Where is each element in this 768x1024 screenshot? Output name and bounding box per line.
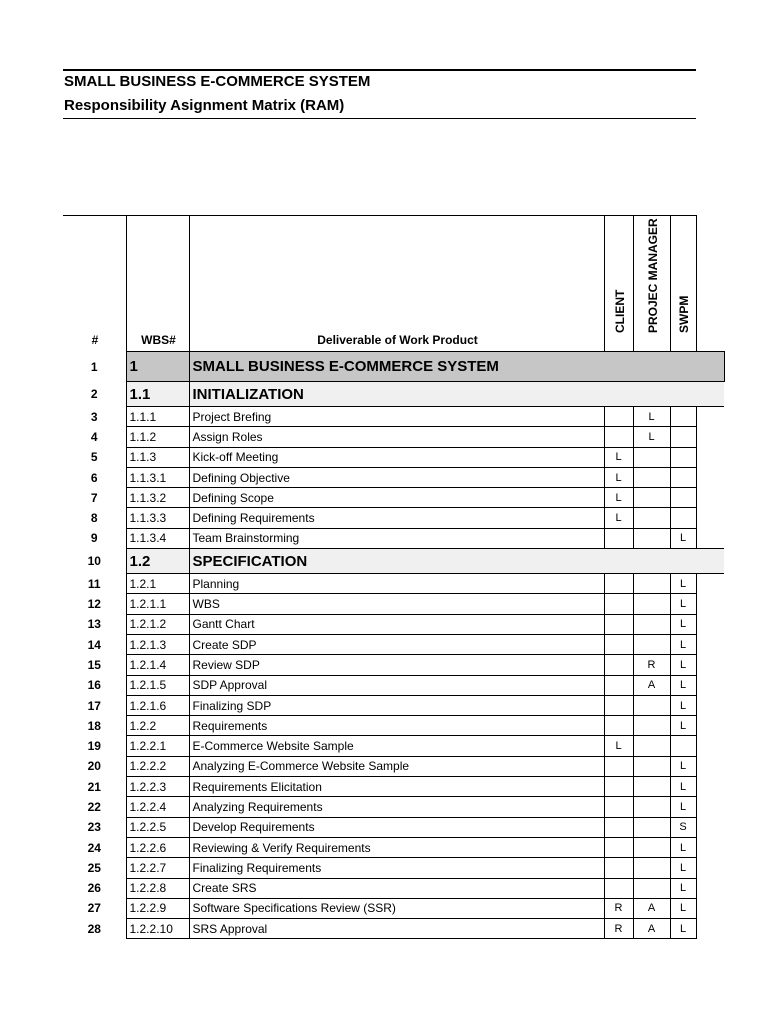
pm-cell: L bbox=[633, 427, 670, 447]
row-number: 25 bbox=[87, 860, 101, 875]
client-cell bbox=[604, 756, 633, 776]
client-cell: L bbox=[604, 467, 633, 487]
swpm-cell: L bbox=[670, 675, 696, 695]
row-number: 23 bbox=[87, 820, 101, 835]
pm-cell: A bbox=[633, 898, 670, 918]
wbs-code: 1.2.2.10 bbox=[126, 919, 189, 939]
deliverable-name: Team Brainstorming bbox=[189, 528, 604, 548]
pm-cell bbox=[633, 695, 670, 715]
client-cell bbox=[604, 858, 633, 878]
pm-cell bbox=[633, 488, 670, 508]
pm-cell: A bbox=[633, 675, 670, 695]
client-cell bbox=[604, 675, 633, 695]
table-row bbox=[63, 817, 724, 837]
client-cell: L bbox=[604, 447, 633, 467]
row-number: 13 bbox=[87, 617, 101, 632]
row-pad bbox=[696, 574, 724, 594]
pm-cell bbox=[633, 817, 670, 837]
table-row bbox=[63, 634, 724, 654]
table-row bbox=[63, 352, 724, 382]
row-number: 2 bbox=[63, 382, 126, 407]
table-row bbox=[63, 837, 724, 857]
swpm-cell: L bbox=[670, 655, 696, 675]
client-cell bbox=[604, 594, 633, 614]
deliverable-name: Finalizing SDP bbox=[189, 695, 604, 715]
swpm-cell: L bbox=[670, 878, 696, 898]
wbs-code: 1.1.3.2 bbox=[126, 488, 189, 508]
row-pad bbox=[696, 675, 724, 695]
row-pad bbox=[696, 655, 724, 675]
pm-cell bbox=[633, 594, 670, 614]
table-row bbox=[63, 695, 724, 715]
row-pad bbox=[696, 898, 724, 918]
wbs-code: 1.1 bbox=[126, 382, 189, 407]
swpm-cell: L bbox=[670, 919, 696, 939]
row-pad bbox=[696, 695, 724, 715]
header-swpm-label: SWPM bbox=[676, 295, 691, 333]
client-cell bbox=[604, 797, 633, 817]
pm-cell bbox=[633, 574, 670, 594]
wbs-code: 1.2.2.4 bbox=[126, 797, 189, 817]
deliverable-name: Defining Scope bbox=[189, 488, 604, 508]
table-row bbox=[63, 508, 724, 528]
wbs-code: 1.1.1 bbox=[126, 407, 189, 427]
swpm-cell: S bbox=[670, 817, 696, 837]
deliverable-name: Planning bbox=[189, 574, 604, 594]
document-subtitle: Responsibility Asignment Matrix (RAM) bbox=[64, 97, 345, 114]
swpm-cell bbox=[670, 447, 696, 467]
row-number: 11 bbox=[87, 576, 101, 591]
header-client-label: CLIENT bbox=[612, 289, 627, 333]
client-cell bbox=[604, 528, 633, 548]
wbs-code: 1.2.1 bbox=[126, 574, 189, 594]
pm-cell bbox=[633, 467, 670, 487]
row-number: 24 bbox=[87, 840, 101, 855]
header-num bbox=[63, 215, 127, 351]
section-title: INITIALIZATION bbox=[189, 382, 724, 407]
header-deliverable-label: Deliverable of Work Product bbox=[317, 333, 478, 347]
wbs-code: 1.1.3.3 bbox=[126, 508, 189, 528]
table-row bbox=[63, 736, 724, 756]
row-pad bbox=[696, 716, 724, 736]
document-title: SMALL BUSINESS E-COMMERCE SYSTEM bbox=[64, 73, 371, 90]
row-number: 12 bbox=[87, 597, 101, 612]
table-row bbox=[63, 858, 724, 878]
pm-cell bbox=[633, 756, 670, 776]
row-pad bbox=[696, 614, 724, 634]
deliverable-name: Project Brefing bbox=[189, 407, 604, 427]
wbs-code: 1.2.2.2 bbox=[126, 756, 189, 776]
wbs-code: 1.2.1.3 bbox=[126, 634, 189, 654]
deliverable-name: Gantt Chart bbox=[189, 614, 604, 634]
wbs-code: 1.2.2.5 bbox=[126, 817, 189, 837]
row-number: 9 bbox=[90, 531, 98, 546]
client-cell: L bbox=[604, 736, 633, 756]
row-pad bbox=[696, 634, 724, 654]
table-row bbox=[63, 467, 724, 487]
row-pad bbox=[696, 528, 724, 548]
row-pad bbox=[696, 407, 724, 427]
wbs-code: 1.2 bbox=[126, 549, 189, 574]
pm-cell bbox=[633, 797, 670, 817]
wbs-code: 1.2.2.3 bbox=[126, 777, 189, 797]
table-row bbox=[63, 427, 724, 447]
header-swpm bbox=[670, 215, 697, 351]
row-number: 28 bbox=[87, 921, 101, 936]
table-row bbox=[63, 919, 724, 939]
deliverable-name: SRS Approval bbox=[189, 919, 604, 939]
table-row bbox=[63, 777, 724, 797]
client-cell bbox=[604, 634, 633, 654]
deliverable-name: Finalizing Requirements bbox=[189, 858, 604, 878]
wbs-code: 1.1.3.1 bbox=[126, 467, 189, 487]
header-wbs-label: WBS# bbox=[141, 333, 176, 347]
client-cell bbox=[604, 777, 633, 797]
pm-cell bbox=[633, 736, 670, 756]
table-row bbox=[63, 447, 724, 467]
swpm-cell bbox=[670, 407, 696, 427]
wbs-code: 1.1.3.4 bbox=[126, 528, 189, 548]
table-row bbox=[63, 407, 724, 427]
wbs-code: 1.2.2 bbox=[126, 716, 189, 736]
deliverable-name: WBS bbox=[189, 594, 604, 614]
pm-cell bbox=[633, 447, 670, 467]
client-cell bbox=[604, 695, 633, 715]
deliverable-name: Reviewing & Verify Requirements bbox=[189, 837, 604, 857]
table-row bbox=[63, 594, 724, 614]
row-number: 26 bbox=[87, 881, 101, 896]
client-cell bbox=[604, 655, 633, 675]
swpm-cell: L bbox=[670, 695, 696, 715]
deliverable-name: Defining Objective bbox=[189, 467, 604, 487]
swpm-cell: L bbox=[670, 777, 696, 797]
swpm-cell bbox=[670, 427, 696, 447]
pm-cell bbox=[633, 716, 670, 736]
pm-cell bbox=[633, 614, 670, 634]
wbs-code: 1.2.2.7 bbox=[126, 858, 189, 878]
client-cell bbox=[604, 837, 633, 857]
deliverable-name: Create SDP bbox=[189, 634, 604, 654]
deliverable-name: Create SRS bbox=[189, 878, 604, 898]
row-pad bbox=[696, 797, 724, 817]
header-wbs bbox=[126, 215, 190, 351]
wbs-code: 1.2.2.9 bbox=[126, 898, 189, 918]
row-pad bbox=[696, 467, 724, 487]
swpm-cell: L bbox=[670, 594, 696, 614]
swpm-cell bbox=[670, 508, 696, 528]
row-pad bbox=[696, 817, 724, 837]
wbs-code: 1.2.1.4 bbox=[126, 655, 189, 675]
row-pad bbox=[696, 508, 724, 528]
header-pm bbox=[633, 215, 671, 351]
pm-cell bbox=[633, 634, 670, 654]
client-cell bbox=[604, 878, 633, 898]
row-pad bbox=[696, 594, 724, 614]
client-cell bbox=[604, 716, 633, 736]
row-number: 7 bbox=[90, 490, 98, 505]
title-top-rule bbox=[63, 69, 696, 71]
row-pad bbox=[696, 777, 724, 797]
row-number: 20 bbox=[87, 759, 101, 774]
row-number: 18 bbox=[87, 718, 101, 733]
row-pad bbox=[696, 427, 724, 447]
table-row bbox=[63, 716, 724, 736]
table-row bbox=[63, 382, 724, 407]
table-row bbox=[63, 614, 724, 634]
section-title: SMALL BUSINESS E-COMMERCE SYSTEM bbox=[189, 352, 724, 382]
swpm-cell: L bbox=[670, 716, 696, 736]
deliverable-name: Requirements Elicitation bbox=[189, 777, 604, 797]
header-deliverable bbox=[189, 215, 605, 351]
swpm-cell: L bbox=[670, 797, 696, 817]
deliverable-name: Requirements bbox=[189, 716, 604, 736]
wbs-code: 1.2.1.1 bbox=[126, 594, 189, 614]
swpm-cell bbox=[670, 736, 696, 756]
pm-cell bbox=[633, 508, 670, 528]
wbs-code: 1.2.1.6 bbox=[126, 695, 189, 715]
client-cell: R bbox=[604, 898, 633, 918]
pm-cell: L bbox=[633, 407, 670, 427]
deliverable-name: Analyzing Requirements bbox=[189, 797, 604, 817]
table-row bbox=[63, 756, 724, 776]
deliverable-name: Software Specifications Review (SSR) bbox=[189, 898, 604, 918]
client-cell: R bbox=[604, 919, 633, 939]
row-number: 22 bbox=[87, 799, 101, 814]
table-row bbox=[63, 528, 724, 548]
client-cell: L bbox=[604, 488, 633, 508]
deliverable-name: Analyzing E-Commerce Website Sample bbox=[189, 756, 604, 776]
row-number: 15 bbox=[87, 657, 101, 672]
row-number: 16 bbox=[87, 678, 101, 693]
client-cell bbox=[604, 817, 633, 837]
deliverable-name: Kick-off Meeting bbox=[189, 447, 604, 467]
table-row bbox=[63, 878, 724, 898]
wbs-code: 1.2.2.1 bbox=[126, 736, 189, 756]
pm-cell bbox=[633, 777, 670, 797]
deliverable-name: SDP Approval bbox=[189, 675, 604, 695]
title-bottom-rule bbox=[63, 118, 696, 119]
client-cell: L bbox=[604, 508, 633, 528]
pm-cell: A bbox=[633, 919, 670, 939]
table-row bbox=[63, 655, 724, 675]
wbs-code: 1.2.2.8 bbox=[126, 878, 189, 898]
swpm-cell: L bbox=[670, 528, 696, 548]
wbs-code: 1.1.3 bbox=[126, 447, 189, 467]
wbs-code: 1.2.1.2 bbox=[126, 614, 189, 634]
row-number: 14 bbox=[87, 637, 101, 652]
table-row bbox=[63, 898, 724, 918]
row-number: 6 bbox=[90, 470, 98, 485]
table-row bbox=[63, 574, 724, 594]
client-cell bbox=[604, 427, 633, 447]
pm-cell bbox=[633, 878, 670, 898]
header-pm-label: PROJEC MANAGER bbox=[645, 218, 660, 333]
row-number: 3 bbox=[90, 409, 98, 424]
swpm-cell: L bbox=[670, 614, 696, 634]
row-number: 10 bbox=[63, 549, 126, 574]
swpm-cell: L bbox=[670, 837, 696, 857]
wbs-code: 1.1.2 bbox=[126, 427, 189, 447]
swpm-cell: L bbox=[670, 634, 696, 654]
swpm-cell bbox=[670, 488, 696, 508]
client-cell bbox=[604, 574, 633, 594]
row-number: 27 bbox=[87, 901, 101, 916]
deliverable-name: Develop Requirements bbox=[189, 817, 604, 837]
ram-table bbox=[63, 351, 725, 939]
row-pad bbox=[696, 736, 724, 756]
wbs-code: 1.2.1.5 bbox=[126, 675, 189, 695]
table-row bbox=[63, 549, 724, 574]
row-pad bbox=[696, 488, 724, 508]
table-row bbox=[63, 488, 724, 508]
pm-cell bbox=[633, 528, 670, 548]
row-number: 21 bbox=[87, 779, 101, 794]
row-pad bbox=[696, 878, 724, 898]
header-num-label: # bbox=[91, 333, 99, 347]
wbs-code: 1.2.2.6 bbox=[126, 837, 189, 857]
row-pad bbox=[696, 919, 724, 939]
row-pad bbox=[696, 858, 724, 878]
table-row bbox=[63, 797, 724, 817]
row-pad bbox=[696, 447, 724, 467]
row-pad bbox=[696, 756, 724, 776]
deliverable-name: Defining Requirements bbox=[189, 508, 604, 528]
swpm-cell: L bbox=[670, 574, 696, 594]
row-number: 17 bbox=[87, 698, 101, 713]
pm-cell bbox=[633, 858, 670, 878]
client-cell bbox=[604, 614, 633, 634]
swpm-cell: L bbox=[670, 756, 696, 776]
table-row bbox=[63, 675, 724, 695]
row-number: 19 bbox=[87, 739, 101, 754]
client-cell bbox=[604, 407, 633, 427]
deliverable-name: Review SDP bbox=[189, 655, 604, 675]
deliverable-name: E-Commerce Website Sample bbox=[189, 736, 604, 756]
row-number: 5 bbox=[90, 450, 98, 465]
row-number: 1 bbox=[63, 352, 126, 382]
header-client bbox=[604, 215, 634, 351]
swpm-cell bbox=[670, 467, 696, 487]
row-number: 4 bbox=[90, 429, 98, 444]
row-number: 8 bbox=[90, 511, 98, 526]
deliverable-name: Assign Roles bbox=[189, 427, 604, 447]
swpm-cell: L bbox=[670, 898, 696, 918]
section-title: SPECIFICATION bbox=[189, 549, 724, 574]
pm-cell bbox=[633, 837, 670, 857]
swpm-cell: L bbox=[670, 858, 696, 878]
row-pad bbox=[696, 837, 724, 857]
pm-cell: R bbox=[633, 655, 670, 675]
wbs-code: 1 bbox=[126, 352, 189, 382]
